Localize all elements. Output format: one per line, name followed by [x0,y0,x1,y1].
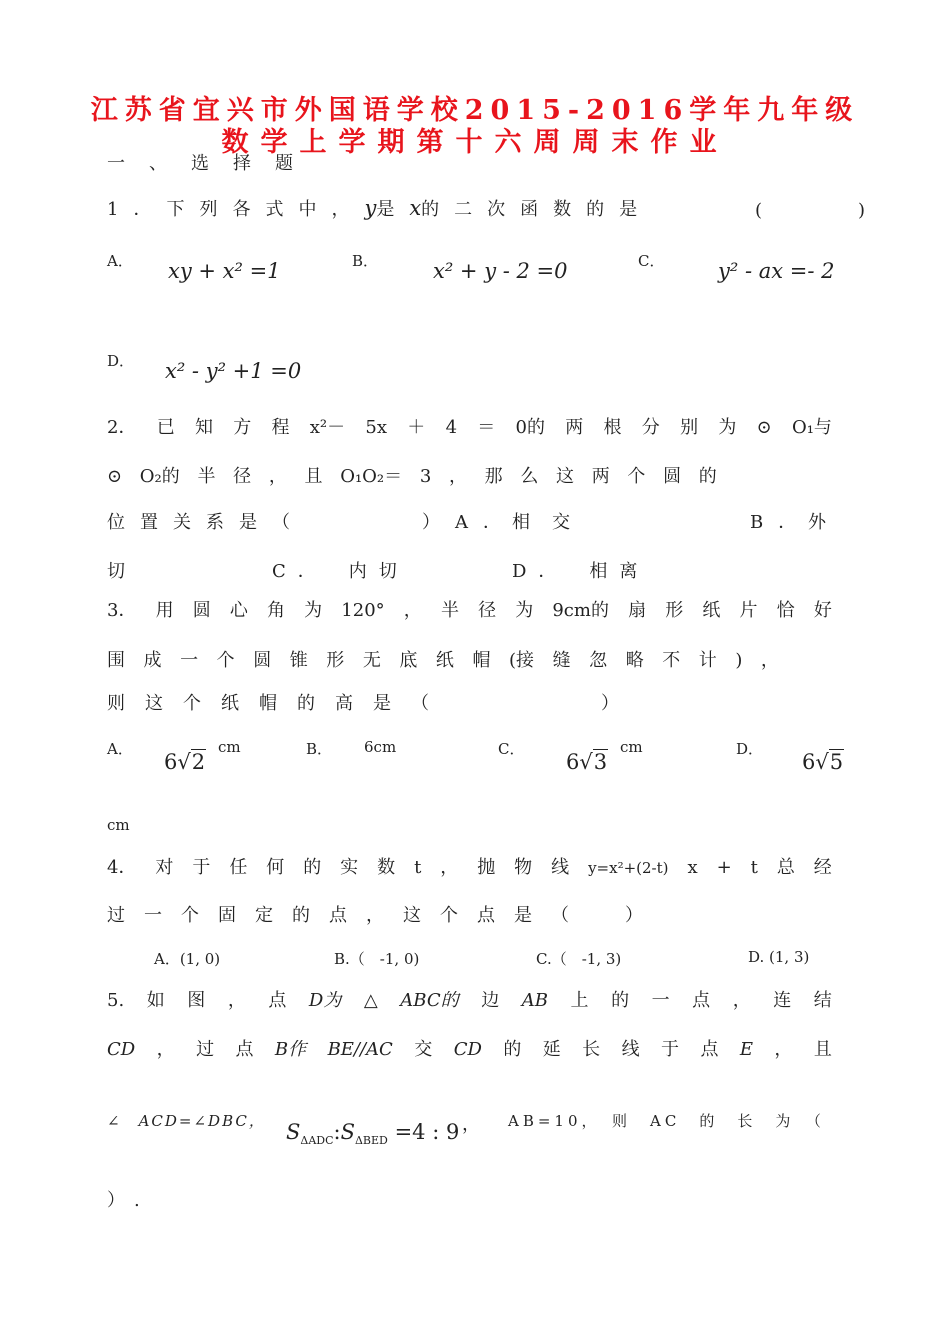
q5-r1-5: D为 [308,990,342,1011]
q5-r1-1: 如 [146,990,165,1011]
q3-r1-5: 为 [304,600,323,621]
q4-row1 [107,856,832,880]
q1-label-a: A． [107,252,133,270]
q3-r1-9: 径 [478,600,497,621]
q3-r1-8: 半 [440,600,459,621]
q3-r2-6: 形 [326,650,345,671]
q4-r1-2: 于 [192,857,211,878]
q5-row1 [107,989,832,1013]
q2-row2 [107,465,717,489]
document-title-line1: 江苏省宜兴市外国语学校2015-2016学年九年级 [90,95,860,126]
q5-ratio-colon: : [333,1120,341,1144]
q4-r1-18: 经 [813,857,832,878]
q3-r2-13: 忽 [589,650,608,671]
q3-label-a: A． [107,740,133,758]
q2-r2-4: ， [268,466,287,487]
q4-r1-7: 数 [377,857,396,878]
document-title-line2: 数学上学期第十六周周末作业 [221,127,729,158]
q2-r1-15: 为 [718,417,737,438]
q5-r2-4: B作 [274,1039,307,1060]
q5-r1-12: 一 [651,990,670,1011]
q3-option-c-math [566,750,608,774]
q1-stem [107,196,832,222]
q4-option-a: A．(1, 0) [154,950,221,968]
q2-r1-10: 0的 [515,417,545,438]
q3-r1-0: 3． [107,600,137,621]
q2-r2-9: 那 [484,466,503,487]
q4-r1-16: t [750,857,758,878]
q4-r1-6: 实 [340,857,359,878]
q1-stem-a: 1．下列各式中， [107,199,365,220]
q2-row1 [107,416,832,440]
q5-r1-13: 点 [692,990,711,1011]
q3-r1-1: 用 [155,600,174,621]
q2-r2-2: 半 [197,466,216,487]
q2-r2-5: 且 [304,466,323,487]
q2-r1-14: 别 [680,417,699,438]
q3-r2-8: 底 [399,650,418,671]
q3-d-radicand: 5 [829,750,844,774]
q5-r1-7: ABC的 [400,990,459,1011]
q5-r1-14: ， [732,990,751,1011]
q5-r2-16: 且 [813,1039,832,1060]
q5-r1-15: 连 [773,990,792,1011]
q2-option-d: D． 相离 [512,561,650,582]
q3-r2-16: 计 [698,650,717,671]
q3-r1-4: 角 [267,600,286,621]
q2-r2-10: 么 [520,466,539,487]
q5-r1-3: ， [227,990,246,1011]
q3-r1-7: ， [403,600,422,621]
q1-label-b: B． [352,252,379,270]
q3-r2-18: ， [760,650,779,671]
q3-r1-10: 为 [515,600,534,621]
q2-r2-1: O₂的 [139,466,180,487]
q5-r2-7: CD [453,1039,482,1060]
q5-r2-1: ， [156,1039,175,1060]
q4-r1-17: 总 [776,857,795,878]
q5-r1-10: 上 [570,990,589,1011]
radical-sign-icon: √ [815,750,829,774]
q3-r2-2: 一 [180,650,199,671]
q3-c-radicand: 3 [593,750,608,774]
q2-r1-17: O₁与 [791,417,832,438]
q5-ratio-sub1: ΔADC [300,1134,334,1148]
q4-r1-11: 物 [514,857,533,878]
q5-r1-4: 点 [268,990,287,1011]
q2-r1-9: ＝ [477,417,496,438]
q2-r2-6: O₁O₂＝ [340,466,403,487]
q4-r1-15: + [716,857,732,878]
q3-r2-1: 成 [143,650,162,671]
q3-r2-10: 帽 [472,650,491,671]
q5-row3-comma: ， [462,1114,480,1135]
q2-option-b-tail: 切 [107,561,125,582]
q4-r1-10: 抛 [477,857,496,878]
q3-r2-5: 锥 [289,650,308,671]
q4-r1-4: 何 [266,857,285,878]
q5-ratio-s2: S [340,1120,355,1144]
q2-option-b-label: B． [750,512,812,533]
q2-r1-2: 知 [194,417,213,438]
q4-r1-5: 的 [303,857,322,878]
q1-option-b: x² + y - 2 =0 [433,259,568,283]
q5-row2 [107,1038,832,1062]
q2-r1-11: 两 [565,417,584,438]
q3-a-radicand: 2 [191,750,206,774]
q4-r1-3: 任 [229,857,248,878]
q3-d-coef: 6 [802,750,816,774]
q5-r2-10: 长 [582,1039,601,1060]
q4-r1-8: t [414,857,422,878]
q2-r2-8: ， [448,466,467,487]
q2-r1-5: x²－ [309,417,346,438]
q3-r2-3: 个 [216,650,235,671]
q3-option-d-math [802,750,844,774]
q4-r1-9: ， [440,857,459,878]
q3-row1 [107,599,832,623]
q3-r2-17: ) [735,650,743,671]
q5-r2-2: 过 [196,1039,215,1060]
q1-stem-b: 是 [376,199,410,220]
q1-option-c: y² - ax =- 2 [718,259,835,283]
q3-r2-14: 略 [625,650,644,671]
q3-r1-17: 好 [813,600,832,621]
q1-label-c: C． [638,252,665,270]
q5-ratio-sub2: ΔBED [354,1134,388,1148]
q3-a-unit: cm [218,738,241,756]
q3-r2-7: 无 [362,650,381,671]
q5-ratio-value: =4 : 9 [394,1120,460,1144]
q3-option-a-math [164,750,206,774]
q4-r1-0: 4． [107,857,137,878]
q3-label-c: C． [498,740,525,758]
q5-r1-11: 的 [611,990,630,1011]
q5-r2-5: BE//AC [327,1039,393,1060]
q2-option-b-head: 外 [808,512,826,533]
q5-r1-9: AB [521,990,548,1011]
q1-option-a: xy + x² =1 [168,259,281,283]
q2-r1-7: ＋ [407,417,426,438]
q3-r2-15: 不 [662,650,681,671]
q2-r2-14: 圆 [663,466,682,487]
section-heading: 一、选择题 [107,153,317,174]
q1-answer-paren: ( ) [755,200,886,221]
q3-r1-12: 扇 [628,600,647,621]
q4-r1-14: x [687,857,698,878]
q2-r2-13: 个 [627,466,646,487]
q2-r1-8: 4 [445,417,458,438]
q3-row3: 则这个纸帽的高是（ ） [107,693,639,714]
q5-r2-9: 延 [542,1039,561,1060]
q2-r1-1: 已 [156,417,175,438]
q3-d-unit: cm [107,816,130,834]
q3-r1-11: 9cm的 [552,600,609,621]
q3-c-unit: cm [620,738,643,756]
q3-r2-0: 围 [107,650,125,671]
q2-option-a: 相交 [512,512,592,533]
q5-r2-8: 的 [503,1039,522,1060]
q3-label-b: B． [306,740,333,758]
q3-r1-15: 片 [739,600,758,621]
q3-c-coef: 6 [566,750,580,774]
q2-r2-11: 这 [556,466,575,487]
q1-label-d: D． [107,352,135,370]
q3-r2-4: 圆 [253,650,272,671]
q2-r2-7: 3 [419,466,432,487]
q5-r2-12: 于 [661,1039,680,1060]
q4-option-b: B.（ -1, 0) [334,950,420,968]
q5-ratio [286,1120,459,1147]
q3-a-coef: 6 [164,750,178,774]
q5-r2-3: 点 [235,1039,254,1060]
q1-stem-c: 的二次函数的是 [421,199,653,220]
q3-r2-9: 纸 [435,650,454,671]
q5-r2-15: ， [774,1039,793,1060]
q5-r2-11: 线 [621,1039,640,1060]
q5-r2-13: 点 [700,1039,719,1060]
q2-row3-a: 位置关系是（ [107,512,305,533]
q3-r1-6: 120° [341,600,385,621]
q3-r1-16: 恰 [776,600,795,621]
q2-r1-12: 根 [603,417,622,438]
q2-r2-0: ⊙ [107,466,123,487]
q2-option-c: C． 内切 [272,561,409,582]
q3-r1-13: 形 [665,600,684,621]
q5-r1-2: 图 [187,990,206,1011]
q2-r2-12: 两 [591,466,610,487]
q2-r2-15: 的 [698,466,717,487]
q2-r2-3: 径 [233,466,252,487]
q5-r1-0: 5. [107,990,125,1011]
q5-row3-tail: AB=10， 则 AC 的 长 为 （ [508,1112,825,1130]
q1-option-d: x² - y² +1 =0 [165,359,302,383]
q1-var-x: x [409,196,422,220]
q3-r1-14: 纸 [702,600,721,621]
q4-option-c: C.（ -1, 3) [536,950,622,968]
q3-r2-11: (接 [509,650,535,671]
radical-sign-icon: √ [579,750,593,774]
q4-r1-12: 线 [551,857,570,878]
q4-option-d: D. (1, 3) [748,948,810,966]
q2-row3-b: ）A． [422,512,516,533]
q2-r1-13: 分 [641,417,660,438]
q2-r1-16: ⊙ [756,417,772,438]
q4-r1-13: y=x²+(2-t) [588,859,669,877]
q3-row2 [107,649,779,673]
q5-r1-8: 边 [481,990,500,1011]
q4-r1-1: 对 [155,857,174,878]
q2-r1-3: 方 [233,417,252,438]
q5-row3-angle: ∠ ACD=∠DBC， [107,1112,266,1130]
q3-label-d: D． [736,740,764,758]
q3-r1-2: 圆 [192,600,211,621]
q5-r2-6: 交 [414,1039,433,1060]
q5-r1-16: 结 [813,990,832,1011]
q5-r1-6: △ [363,990,378,1011]
q4-row2: 过一个固定的点，这个点是（ ） [107,905,662,926]
q2-r1-4: 程 [271,417,290,438]
radical-sign-icon: √ [177,750,191,774]
q2-r1-0: 2． [107,417,137,438]
q5-row4: ） . [107,1190,140,1211]
q5-ratio-s1: S [286,1120,301,1144]
q3-r1-3: 心 [229,600,248,621]
q3-r2-12: 缝 [552,650,571,671]
q3-option-b: 6cm [364,738,397,756]
q2-r1-6: 5x [365,417,388,438]
q5-r2-0: CD [107,1039,136,1060]
q1-var-y: y [364,196,377,220]
q5-r2-14: E [739,1039,753,1060]
